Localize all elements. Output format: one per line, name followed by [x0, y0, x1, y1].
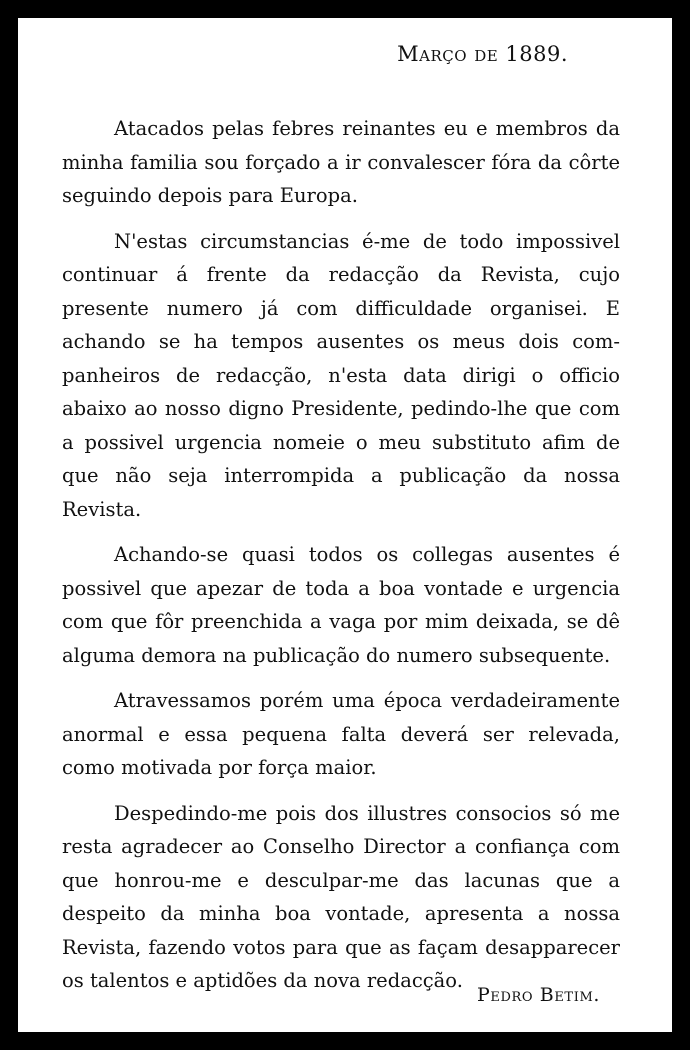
signature: Pedro Betim. [477, 984, 600, 1006]
document-page [18, 18, 672, 1032]
date-year: 1889. [505, 42, 568, 66]
letter-body [62, 112, 620, 1010]
paragraph-3: Achando-se quasi todos os collegas ausentes é possivel que apezar de toda a boa vontade e urgencia com que fôr preenchida a vaga por mim deixada, se dê alguma demora na publicação do numero subsequente. [62, 543, 620, 667]
paragraph-5: Despedindo-me pois dos illustres consocios só me resta agradecer ao Conselho Director a confiança com que honrou-me e desculpar-me das lacunas que a despeito da minha boa vontade, apresenta a nossa Revista, fazendo votos para que as façam desapparecer os talentos e aptidões da nova redacção. [62, 801, 620, 992]
paragraph-1: Atacados pelas febres reinantes eu e membros da minha familia sou forçado a ir convalescer fóra da côrte seguindo depois para Europa. [62, 117, 620, 207]
paragraph-2: N'estas circumstancias é-me de todo impossivel continuar á frente da redacção da Revista, cujo presente numero já com difficuldade organisei. E achando se ha tempos ausentes os meus dois companheiros de redacção, n'esta data dirigi o officio abaixo ao nosso digno Presidente, pedindo-lhe que com a possivel urgencia nomeie o meu substituto afim de que não seja interrompida a publicação da nossa Revista. [62, 229, 620, 521]
paragraph-4: Atravessamos porém uma época verdadeiramente anormal e essa pequena falta deverá ser relevada, como motivada por força maior. [62, 689, 620, 779]
date-de: de [474, 42, 499, 66]
date-line [397, 42, 568, 66]
date-month: Março [397, 42, 468, 66]
